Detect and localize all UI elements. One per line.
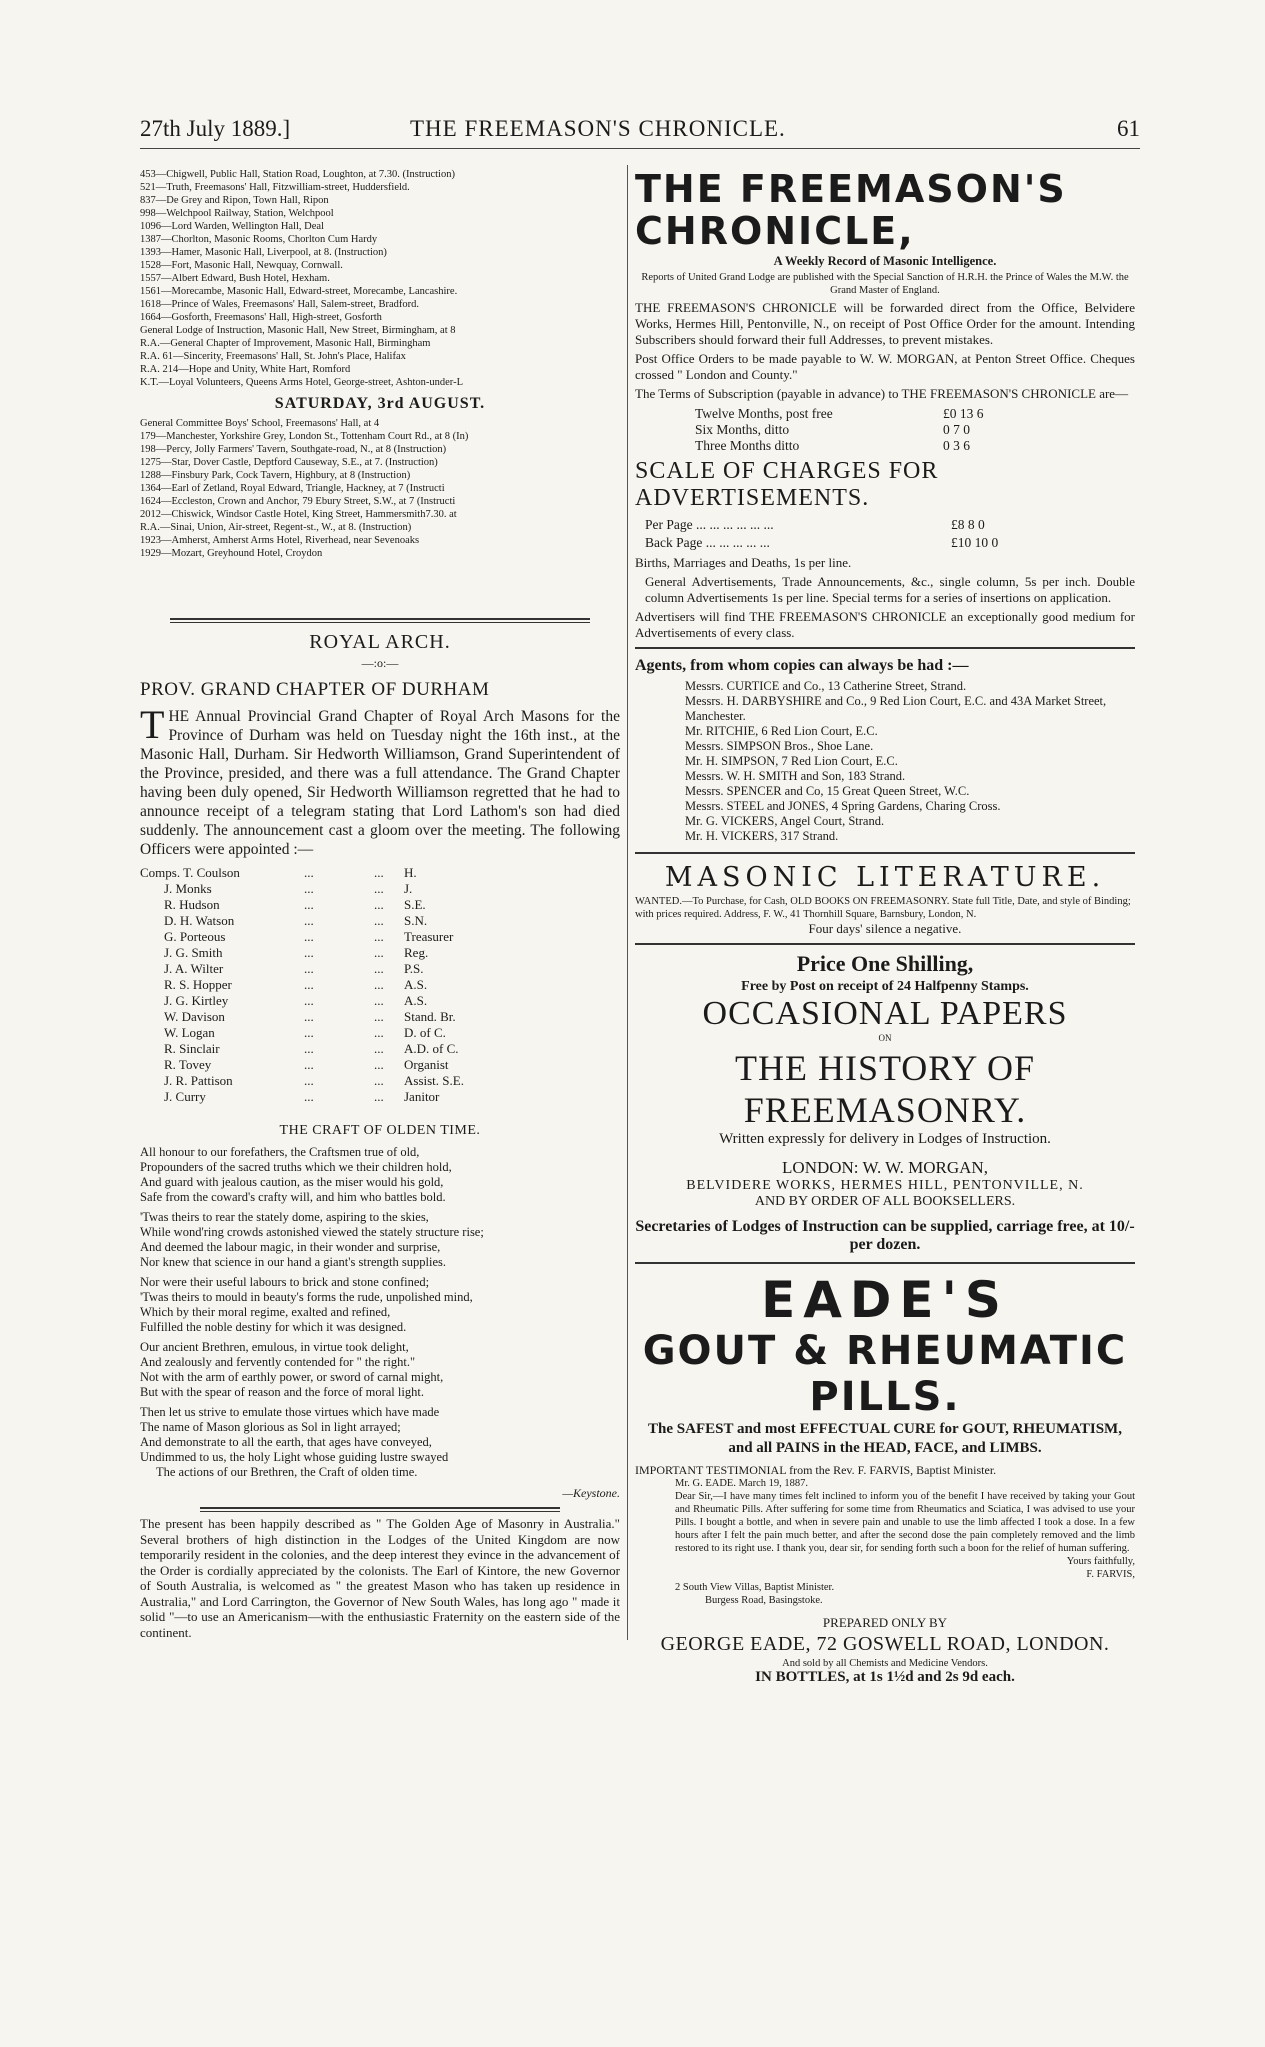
dots: ... [374,977,384,992]
officers-table [140,865,464,1105]
free-post-note: Free by Post on receipt of 24 Halfpenny Stamps. [741,979,1029,994]
article-body [140,702,620,859]
saturday-entry: 1624—Eccleston, Crown and Anchor, 79 Ebury Street, S.W., at 7 (Instructi [140,496,456,507]
dots: ... [374,1073,384,1088]
george-eade-address: GEORGE EADE, 72 GOSWELL ROAD, LONDON. [660,1633,1110,1655]
officer-name: R. S. Hopper [164,977,232,992]
agent-entry: Mr. H. VICKERS, 317 Strand. [685,829,839,843]
saturday-entry: 1923—Amherst, Amherst Arms Hotel, Riverhead, near Sevenoaks [140,535,420,546]
officer-row [140,897,464,913]
dots: ... [304,897,314,912]
poem-line: Our ancient Brethren, emulous, in virtue took delight, [140,1340,409,1354]
subscription-term: Twelve Months, post free [695,406,833,421]
section-rule [200,1507,560,1512]
lodge-entry: 1557—Albert Edward, Bush Hotel, Hexham. [140,273,330,284]
lodge-entry: 998—Welchpool Railway, Station, Welchpool [140,208,334,219]
article-heading: PROV. GRAND CHAPTER OF DURHAM [140,679,490,700]
poem-line: And zealously and fervently contended for " the right." [140,1355,416,1369]
officer-row [140,977,464,993]
occasional-papers: OCCASIONAL PAPERS [702,995,1068,1032]
dots: ... [304,913,314,928]
subscription-price: 0 3 6 [943,438,970,453]
wanted-note: WANTED.—To Purchase, for Cash, OLD BOOKS ON FREEMASONRY. State full Title, Date, and style of Binding; with prices required. Address, F. W., 41 Thornhill Square, Barnsbury, London, N. [635,896,1131,920]
poem-line: And demonstrate to all the earth, that ages have conveyed, [140,1435,432,1449]
officer-office: P.S. [404,961,424,976]
saturday-entry: 179—Manchester, Yorkshire Grey, London St., Tottenham Court Rd., at 8 (In) [140,431,469,442]
dots: ... [374,945,384,960]
letter-date: Mr. G. EADE. March 19, 1887. [675,1478,808,1489]
officer-office: J. [404,881,413,896]
subscription-term: Three Months ditto [695,438,800,453]
dots: ... [374,881,384,896]
officer-row [140,1089,464,1105]
poem-line: Nor knew that science in our hand a giant's strength supplies. [140,1255,446,1269]
silence-note: Four days' silence a negative. [808,921,962,936]
charge-price: £10 10 0 [951,535,999,550]
dots: ... [304,1009,314,1024]
poem-line: Undimmed to us, the holy Light whose guiding lustre swayed [140,1450,449,1464]
officer-row [140,929,464,945]
poem-line: Not with the arm of earthly power, or sword of carnal might, [140,1370,444,1384]
poem-line: 'Twas theirs to mould in beauty's forms the rude, unpolished mind, [140,1290,473,1304]
written-note: Written expressly for delivery in Lodges of Instruction. [719,1131,1051,1147]
agents-list [685,679,1135,844]
officer-office: Assist. S.E. [404,1073,464,1088]
prepared-by: PREPARED ONLY BY [822,1615,948,1630]
dots: ... [304,1041,314,1056]
history-title: THE HISTORY OF FREEMASONRY. [734,1048,1036,1130]
officer-office: Organist [404,1057,449,1072]
dots: ... [374,961,384,976]
yours-faithfully: Yours faithfully, [1066,1556,1135,1567]
dots: ... [374,1089,384,1104]
officer-office: Janitor [404,1089,440,1104]
secretaries-note: Secretaries of Lodges of Instruction can be supplied, carriage free, at 10/- per dozen. [635,1218,1135,1253]
general-note: General Advertisements, Trade Announcements, &c., single column, 5s per inch. Double column Advertisements 1s per line. Special terms for a series of insertions on application. [645,574,1135,605]
saturday-entry: 1364—Earl of Zetland, Royal Edward, Triangle, Hackney, at 7 (Instructi [140,483,445,494]
dots: ... [374,929,384,944]
saturday-entry: 1288—Finsbury Park, Cock Tavern, Highbury, at 8 (Instruction) [140,470,411,481]
header-title: THE FREEMASON'S CHRONICLE. [410,116,786,141]
page-header [140,112,1140,149]
terms-note: The Terms of Subscription (payable in advance) to THE FREEMASON'S CHRONICLE are— [635,386,1129,401]
dots: ... [304,945,314,960]
testimonial-letter: Dear Sir,—I have many times felt inclined to inform you of the benefit I have received by taking your Gout and Rheumatic Pills. After suffering for some time from Rheumatics and Sciatica, I was advised to use your Pills. I bought a bottle, and when in severe pain and unable to use the limb affected I took a dose. In a few hours after I felt the pain much better, and after the second dose the pain completely removed and the limb restored to its right use. I thank you, dear sir, for sending forth such a boon for the relief of human suffering. [675,1491,1135,1554]
officer-row [140,865,464,881]
post-orders-note: Post Office Orders to be made payable to W. W. MORGAN, at Penton Street Office. Cheques crossed " London and County." [635,351,1135,382]
lodge-entry: 1528—Fort, Masonic Hall, Newquay, Cornwall. [140,260,343,271]
section-rule [635,647,1135,649]
dots: ... [304,1089,314,1104]
officer-row [140,993,464,1009]
officer-name: W. Davison [164,1009,225,1024]
officer-name: J. Curry [164,1089,206,1104]
on-label: ON [878,1033,892,1043]
charge-item: Per Page ... ... ... ... ... ... [645,517,774,532]
testimonial-heading: IMPORTANT TESTIMONIAL from the Rev. F. FARVIS, Baptist Minister. [635,1463,997,1477]
officer-office: H. [404,865,417,880]
officer-name: J. G. Kirtley [164,993,229,1008]
lodge-entry: 1393—Hamer, Masonic Hall, Liverpool, at 8. (Instruction) [140,247,387,258]
poem-line: 'Twas theirs to rear the stately dome, aspiring to the skies, [140,1210,429,1224]
officer-name: J. R. Pattison [164,1073,233,1088]
agent-entry: Messrs. SPENCER and Co, 15 Great Queen Street, W.C. [685,784,970,798]
reports-note: Reports of United Grand Lodge are published with the Special Sanction of H.R.H. the Prince of Wales the M.W. the Grand Master of England. [641,272,1129,296]
subscription-term: Six Months, ditto [695,422,790,437]
dots: ... [304,993,314,1008]
officer-name: Comps. T. Coulson [140,865,240,880]
dots: ... [374,1009,384,1024]
order-note: AND BY ORDER OF ALL BOOKSELLERS. [754,1194,1016,1209]
agent-entry: Messrs. W. H. SMITH and Son, 183 Strand. [685,769,906,783]
agent-entry: Messrs. CURTICE and Co., 13 Catherine Street, Strand. [685,679,967,693]
london-publisher: LONDON: W. W. MORGAN, [782,1158,988,1177]
agent-entry: Mr. RITCHIE, 6 Red Lion Court, E.C. [685,724,878,738]
poem-line: While wond'ring crowds astonished viewed the stately structure rise; [140,1225,484,1239]
section-rule [635,1262,1135,1264]
poem-stanza [140,1275,620,1335]
saturday-entry: 1275—Star, Dover Castle, Deptford Causeway, S.E., at 7. (Instruction) [140,457,438,468]
officer-name: G. Porteous [164,929,226,944]
section-rule [170,618,590,623]
agent-entry: Messrs. STEEL and JONES, 4 Spring Gardens, Charing Cross. [685,799,1001,813]
lodge-entry: R.A. 61—Sincerity, Freemasons' Hall, St. John's Place, Halifax [140,351,406,362]
officer-office: Treasurer [404,929,454,944]
poem-line: But with the spear of reason and the force of moral light. [140,1385,424,1399]
dots: ... [304,1057,314,1072]
advertisers-note: Advertisers will find THE FREEMASON'S CHRONICLE an exceptionally good medium for Advertisements of every class. [635,609,1135,640]
subscription-row [695,438,992,454]
scale-heading: SCALE OF CHARGES FOR ADVERTISEMENTS. [635,458,939,511]
officer-name: D. H. Watson [164,913,235,928]
sold-by-note: And sold by all Chemists and Medicine Vendors. [782,1658,988,1669]
officer-row [140,1025,464,1041]
belvidere-address: BELVIDERE WORKS, HERMES HILL, PENTONVILLE, N. [686,1178,1084,1193]
poem-stanza [140,1210,620,1270]
poem-line: And guard with jealous caution, as the miser would his gold, [140,1175,444,1189]
dots: ... [374,913,384,928]
australia-paragraph: The present has been happily described as " The Golden Age of Masonry in Australia." Several brothers of high distinction in the Lodges of the United Kingdom are now temporarily resident in the colonies, and the deep interest they evince in the advancement of the Order is cordially appreciated by the colonists. The Earl of Kintore, the new Governor of South Australia, is welcomed as " the greatest Mason who has taken up residence in Australia," and Lord Carrington, the Governor of New South Wales, has long ago " made it solid "—to use an Americanism—with the enthusiastic Fraternity on the eastern side of the continent. [140,1516,620,1640]
lodge-entry: K.T.—Loyal Volunteers, Queens Arms Hotel, George-street, Ashton-under-L [140,377,463,388]
officer-row [140,1073,464,1089]
dots: ... [304,977,314,992]
poem-line: And deemed the labour magic, in their wonder and surprise, [140,1240,441,1254]
dots: ... [304,929,314,944]
subscription-row [695,406,992,422]
lodge-entry: R.A. 214—Hope and Unity, White Hart, Romford [140,364,351,375]
officer-name: R. Tovey [164,1057,212,1072]
officer-name: W. Logan [164,1025,215,1040]
officer-row [140,945,464,961]
officer-row [140,961,464,977]
royal-arch-heading: ROYAL ARCH. [309,631,451,653]
officer-office: S.N. [404,913,428,928]
safest-cure: The SAFEST and most EFFECTUAL CURE for GOUT, RHEUMATISM, and all PAINS in the HEAD, FACE, and LIMBS. [648,1421,1122,1456]
saturday-entry: 2012—Chiswick, Windsor Castle Hotel, King Street, Hammersmith7.30. at [140,509,457,520]
burgess-road: Burgess Road, Basingstoke. [705,1595,823,1606]
officer-row [140,913,464,929]
dots: ... [374,1041,384,1056]
saturday-heading: SATURDAY, 3rd AUGUST. [274,395,486,412]
dots: ... [304,961,314,976]
agent-entry: Mr. G. VICKERS, Angel Court, Strand. [685,814,885,828]
gout-pills-heading: GOUT & RHEUMATIC PILLS. [642,1328,1128,1420]
lodge-list [140,168,620,389]
masthead: THE FREEMASON'S CHRONICLE, [635,167,1067,253]
dots: ... [374,1025,384,1040]
subscription-table [695,406,992,454]
divider-ornament: —:o:— [361,656,399,670]
poem-signature: —Keystone. [562,1486,620,1500]
poem-line: Safe from the coward's crafty will, and him who battles bold. [140,1190,446,1204]
poem-stanza [140,1340,620,1400]
poem-line: Fulfilled the noble destiny for which it was designed. [140,1320,407,1334]
officer-office: D. of C. [404,1025,446,1040]
poem-line: Then let us strive to emulate those virtues which have made [140,1405,440,1419]
poem-line: Propounders of the sacred truths which we their children hold, [140,1160,452,1174]
officer-name: R. Hudson [164,897,220,912]
officer-name: J. G. Smith [164,945,223,960]
dots: ... [304,1073,314,1088]
dots: ... [304,865,314,880]
lodge-entry: 837—De Grey and Ripon, Town Hall, Ripon [140,195,329,206]
agent-entry: Mr. H. SIMPSON, 7 Red Lion Court, E.C. [685,754,898,768]
lodge-entry: 1664—Gosforth, Freemasons' Hall, High-street, Gosforth [140,312,382,323]
charge-row [645,516,1004,534]
saturday-entry: General Committee Boys' School, Freemasons' Hall, at 4 [140,418,380,429]
dots: ... [304,881,314,896]
agent-entry: Messrs. H. DARBYSHIRE and Co., 9 Red Lion Court, E.C. and 43A Market Street, Manchester. [685,694,1107,723]
poem-title: THE CRAFT OF OLDEN TIME. [279,1123,481,1138]
officer-name: R. Sinclair [164,1041,220,1056]
poem-stanza [140,1405,620,1480]
section-rule [635,852,1135,854]
agents-heading: Agents, from whom copies can always be had :— [635,657,969,674]
subscription-row [695,422,992,438]
officer-name: J. A. Wilter [164,961,224,976]
literature-heading: MASONIC LITERATURE. [664,862,1106,893]
subscription-price: 0 7 0 [943,422,970,437]
drop-cap: T [140,702,165,747]
lodge-entry: 1387—Chorlton, Masonic Rooms, Chorlton Cum Hardy [140,234,378,245]
saturday-list [140,417,620,560]
saturday-entry: 198—Percy, Jolly Farmers' Tavern, Southgate-road, N., at 8 (Instruction) [140,444,447,455]
eades-heading: EADE'S [761,1271,1009,1329]
officer-row [140,1057,464,1073]
dots: ... [374,1057,384,1072]
lodge-entry: 1618—Prince of Wales, Freemasons' Hall, Salem-street, Bradford. [140,299,420,310]
forwarded-note: THE FREEMASON'S CHRONICLE will be forwarded direct from the Office, Belvidere Works, Hermes Hill, Pentonville, N., on receipt of Post Office Order for the amount. Intending Subscribers should forward their full Addresses, to prevent mistakes. [635,300,1135,347]
dots: ... [374,865,384,880]
poem-line: The actions of our Brethren, the Craft of olden time. [156,1465,418,1479]
charge-price: £8 8 0 [951,517,985,532]
page-number: 61 [1117,116,1140,141]
lodge-entry: 453—Chigwell, Public Hall, Station Road, Loughton, at 7.30. (Instruction) [140,169,455,180]
agent-entry: Messrs. SIMPSON Bros., Shoe Lane. [685,739,874,753]
poem-line: Nor were their useful labours to brick and stone confined; [140,1275,430,1289]
poem-line: Which by their moral regime, exalted and refined, [140,1305,391,1319]
price-heading: Price One Shilling, [796,951,974,976]
section-rule [635,943,1135,945]
lodge-entry: R.A.—General Chapter of Improvement, Masonic Hall, Birmingham [140,338,431,349]
article-text: HE Annual Provincial Grand Chapter of Royal Arch Masons for the Province of Durham was held on Tuesday night the 16th inst., at the Masonic Hall, Durham. Sir Hedworth Williamson, Grand Superintendent of the Province, presided, and there was a full attendance. The Grand Chapter having been duly opened, Sir Hedworth Williamson regretted that he had to announce receipt of a telegram stating that Lord Lathom's son had died suddenly. The announcement cast a gloom over the meeting. The following Officers were appointed :— [140,708,620,858]
poem-stanza [140,1145,620,1205]
lodge-entry: 1561—Morecambe, Masonic Hall, Edward-street, Morecambe, Lancashire. [140,286,458,297]
officer-office: S.E. [404,897,426,912]
lodge-entry: General Lodge of Instruction, Masonic Hall, New Street, Birmingham, at 8 [140,325,456,336]
column-divider [627,165,628,1640]
bottles-price: IN BOTTLES, at 1s 1½d and 2s 9d each. [755,1669,1015,1685]
header-date: 27th July 1889.] [140,116,291,141]
dots: ... [374,993,384,1008]
right-column [635,168,1135,1686]
poem [140,1145,620,1480]
left-column [140,168,620,1640]
officer-office: Stand. Br. [404,1009,456,1024]
farvis-signature: F. FARVIS, [1086,1569,1135,1580]
officer-office: A.D. of C. [404,1041,459,1056]
subscription-price: £0 13 6 [943,406,984,421]
weekly-record: A Weekly Record of Masonic Intelligence. [773,254,997,268]
farvis-address: 2 South View Villas, Baptist Minister. [675,1582,835,1593]
officer-row [140,1009,464,1025]
officer-row [140,881,464,897]
lodge-entry: 1096—Lord Warden, Wellington Hall, Deal [140,221,324,232]
lodge-entry: 521—Truth, Freemasons' Hall, Fitzwilliam-street, Huddersfield. [140,182,410,193]
charge-row [645,534,1004,552]
officer-office: Reg. [404,945,429,960]
saturday-entry: 1929—Mozart, Greyhound Hotel, Croydon [140,548,323,559]
saturday-entry: R.A.—Sinai, Union, Air-street, Regent-st., W., at 8. (Instruction) [140,522,412,533]
officer-office: A.S. [404,993,428,1008]
poem-line: The name of Mason glorious as Sol in light arrayed; [140,1420,401,1434]
charges-table [645,516,1004,552]
charge-item: Back Page ... ... ... ... ... [645,535,770,550]
officer-office: A.S. [404,977,428,992]
births-note: Births, Marriages and Deaths, 1s per line. [635,555,852,570]
officer-name: J. Monks [164,881,212,896]
dots: ... [304,1025,314,1040]
dots: ... [374,897,384,912]
poem-line: All honour to our forefathers, the Craftsmen true of old, [140,1145,420,1159]
officer-row [140,1041,464,1057]
